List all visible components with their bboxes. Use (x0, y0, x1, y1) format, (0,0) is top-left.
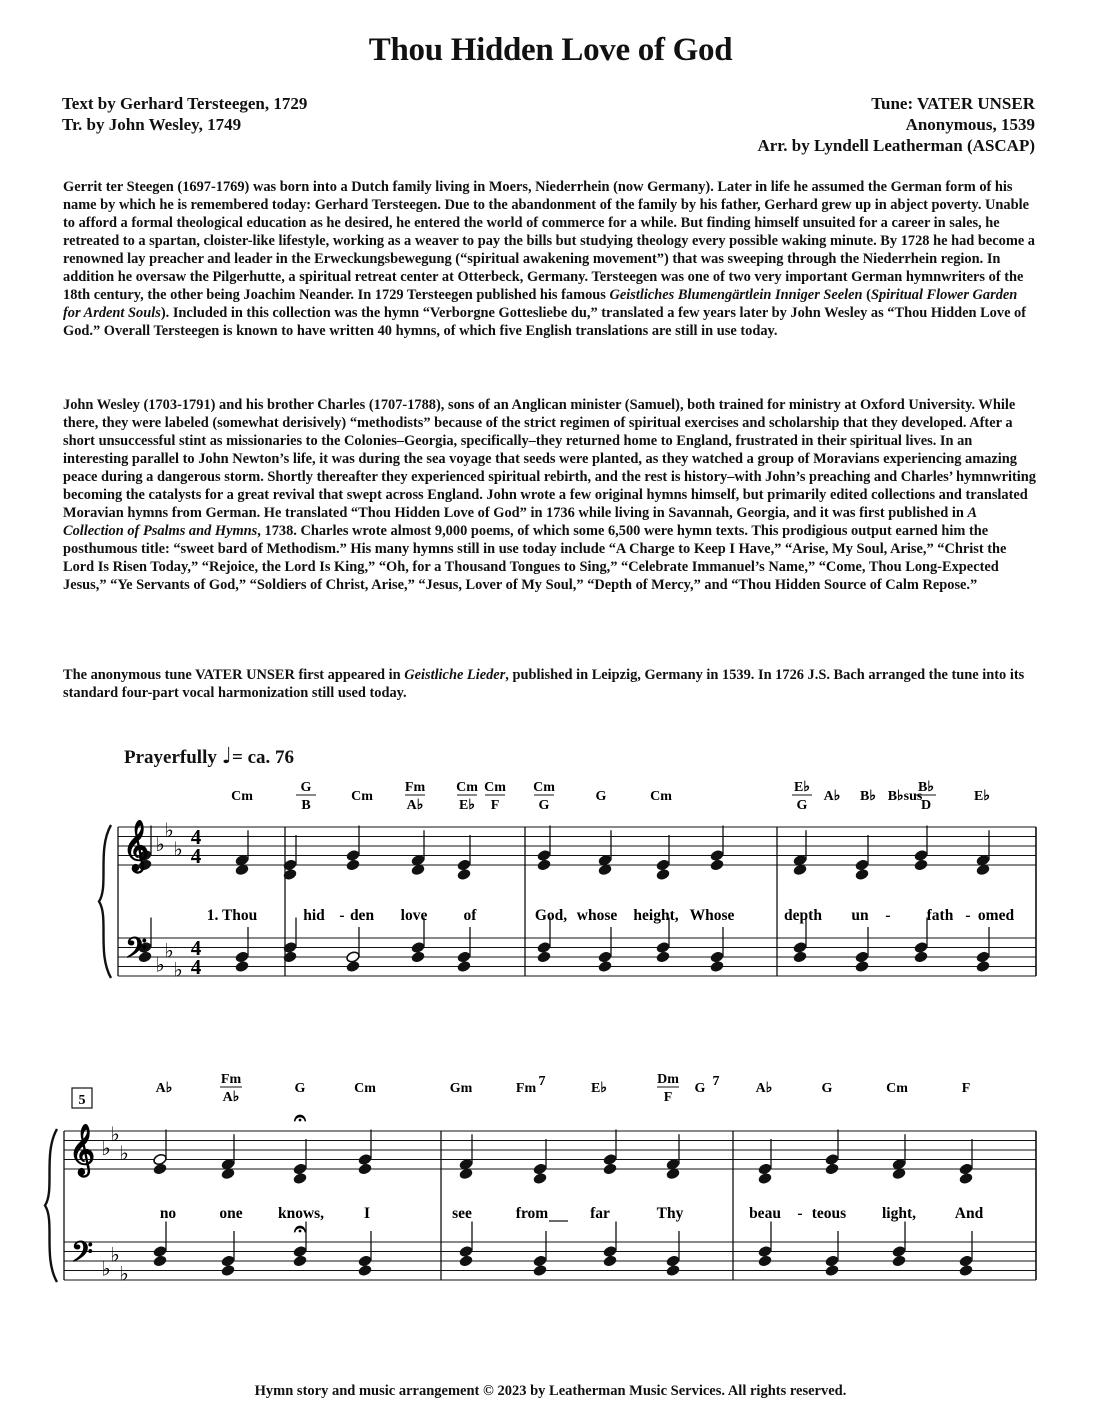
lyric-syllable: fath (926, 907, 954, 924)
chord-symbol: Cm (650, 789, 672, 804)
chord-symbol: G (821, 1081, 833, 1096)
flat-icon: ♭ (164, 817, 174, 842)
notehead (603, 1163, 618, 1176)
flat-icon: ♭ (110, 1121, 120, 1146)
notehead (358, 1264, 373, 1277)
chord-symbol: A♭ (823, 789, 841, 804)
chord-bass-note: B (301, 798, 311, 813)
notehead (892, 1255, 907, 1268)
notehead (411, 951, 426, 964)
notehead (959, 1264, 974, 1277)
brace (45, 1129, 57, 1282)
notehead (411, 941, 426, 954)
lyric-syllable: beau (749, 1205, 781, 1222)
flat-icon: ♭ (173, 836, 183, 861)
chord-extension: 7 (712, 1074, 720, 1089)
chord-bass-note: D (920, 798, 932, 813)
chord-bass-note: A♭ (222, 1090, 240, 1105)
chord-symbol: Cm (484, 780, 506, 795)
notehead (293, 1163, 308, 1176)
time-signature: 4 (190, 844, 202, 868)
lyric-syllable: teous (811, 1205, 847, 1222)
tempo-label: Prayerfully (124, 747, 217, 768)
lyric-syllable: hid (303, 907, 325, 924)
tempo-marking (124, 744, 294, 769)
page-title: Thou Hidden Love of God (368, 32, 733, 68)
chord-bass-note: F (490, 798, 500, 813)
bass-clef-icon: 𝄢 (71, 1236, 93, 1276)
notehead (855, 951, 870, 964)
lyric-syllable: no (159, 1205, 177, 1222)
flat-icon: ♭ (173, 957, 183, 982)
notehead (235, 960, 250, 973)
chord-extension: 7 (538, 1074, 546, 1089)
notehead (603, 1245, 618, 1258)
lyric-syllable: see (452, 1205, 472, 1222)
time-signature: 4 (190, 825, 202, 849)
notehead (533, 1163, 548, 1176)
notehead (758, 1245, 773, 1258)
lyric-syllable: And (954, 1205, 984, 1222)
notehead (459, 1255, 474, 1268)
chord-symbol: A♭ (155, 1081, 173, 1096)
notehead (825, 1163, 840, 1176)
notehead (976, 960, 991, 973)
notehead (537, 849, 552, 862)
chord-symbol: Cm (354, 1081, 376, 1096)
time-signature: 4 (190, 936, 202, 960)
chord-bass-note: F (663, 1090, 673, 1105)
lyric-syllable: - (339, 907, 345, 924)
lyric-syllable: den (349, 907, 375, 924)
notehead (153, 1153, 168, 1166)
lyric-syllable: God, (534, 907, 568, 924)
chord-symbol: A♭ (755, 1081, 773, 1096)
notehead (710, 859, 725, 872)
notehead (892, 1245, 907, 1258)
notehead (153, 1163, 168, 1176)
story-paragraph-tune: The anonymous tune VATER UNSER first appeared in Geistliche Lieder, published in Leipzig, Germany in 1539. In 1726 J.S. Bach arranged the tune into its standard four-part vocal harmonization still used today. (63, 667, 1025, 701)
notehead (346, 960, 361, 973)
notehead (221, 1264, 236, 1277)
lyric-syllable: height, (633, 907, 679, 924)
chord-symbol: G (595, 789, 607, 804)
time-signature: 4 (190, 955, 202, 979)
flat-icon: ♭ (155, 952, 165, 977)
treble-clef-icon: 𝄞 (122, 820, 150, 871)
chord-symbol: E♭ (794, 780, 810, 795)
chord-symbol: Cm (533, 780, 555, 795)
chord-symbol: G (294, 1081, 306, 1096)
notehead (855, 868, 870, 881)
notehead (656, 951, 671, 964)
lyric-syllable: Whose (689, 907, 735, 924)
chord-symbol: Fm (404, 780, 426, 795)
lyric-syllable: knows, (277, 1205, 325, 1222)
chord-symbol: Gm (449, 1081, 473, 1096)
copyright-footer: Hymn story and music arrangement © 2023 by Leatherman Music Services. All rights reserved. (254, 1383, 847, 1399)
notehead (346, 849, 361, 862)
chord-symbol: E♭ (974, 789, 990, 804)
notehead (533, 1172, 548, 1185)
notehead (793, 941, 808, 954)
flat-icon: ♭ (155, 832, 165, 856)
notehead (457, 951, 472, 964)
tune-credits (757, 93, 1035, 156)
notehead (855, 960, 870, 973)
notehead (537, 941, 552, 954)
notehead (758, 1172, 773, 1185)
flat-icon: ♭ (119, 1140, 129, 1165)
lyric-syllable: of (463, 907, 477, 924)
notehead (914, 951, 929, 964)
notehead (533, 1264, 548, 1277)
notehead (914, 859, 929, 872)
lyric-syllable: - (965, 907, 971, 924)
notehead (666, 1264, 681, 1277)
notehead (959, 1163, 974, 1176)
flat-icon: ♭ (101, 1256, 111, 1281)
notehead (656, 941, 671, 954)
notehead (346, 951, 361, 964)
lyric-syllable: whose (576, 907, 618, 924)
notehead (914, 849, 929, 862)
tune-composer: Anonymous, 1539 (905, 115, 1035, 134)
chord-symbol: G (300, 780, 312, 795)
translator: Tr. by John Wesley, 1749 (62, 115, 242, 134)
notehead (235, 951, 250, 964)
lyric-syllable: depth (784, 907, 822, 924)
notehead (710, 960, 725, 973)
notehead (358, 1163, 373, 1176)
notehead (221, 1255, 236, 1268)
bass-clef-icon: 𝄢 (125, 932, 147, 972)
notehead (358, 1153, 373, 1166)
notehead (293, 1255, 308, 1268)
lyric-syllable: omed (977, 907, 1015, 924)
chord-symbol: Cm (351, 789, 373, 804)
notehead (346, 859, 361, 872)
brace (99, 825, 111, 978)
notehead (153, 1255, 168, 1268)
notehead (976, 951, 991, 964)
notehead (457, 859, 472, 872)
text-credits (62, 93, 307, 135)
lyric-syllable: 1. Thou (206, 907, 258, 924)
notehead (603, 1153, 618, 1166)
lyric-syllable: one (219, 1205, 243, 1222)
notehead (793, 951, 808, 964)
notehead (914, 941, 929, 954)
quarter-note-icon: ♩ (221, 744, 232, 769)
text-author: Text by Gerhard Tersteegen, 1729 (62, 94, 308, 113)
lyric-syllable: light, (881, 1205, 917, 1222)
tempo-value: = ca. 76 (232, 747, 295, 768)
chord-symbol: B♭ (860, 789, 876, 804)
chord-bass-note: G (796, 798, 808, 813)
lyric-syllable: far (590, 1205, 610, 1222)
notehead (855, 859, 870, 872)
chord-symbol: F (961, 1081, 971, 1096)
notehead (666, 1255, 681, 1268)
notehead (533, 1255, 548, 1268)
chord-bass-note: E♭ (459, 798, 475, 813)
chord-symbol: Cm (231, 789, 253, 804)
arranger: Arr. by Lyndell Leatherman (ASCAP) (757, 136, 1035, 155)
lyric-syllable: un (851, 907, 869, 924)
notehead (293, 1245, 308, 1258)
notehead (825, 1153, 840, 1166)
notehead (758, 1255, 773, 1268)
chord-symbol: Dm (657, 1072, 679, 1087)
fermata-icon: 𝄐 (293, 1106, 307, 1131)
tune-name: Tune: VATER UNSER (871, 94, 1035, 113)
lyric-syllable: Thy (656, 1205, 684, 1222)
chord-symbol: Cm (456, 780, 478, 795)
notehead (825, 1255, 840, 1268)
notehead (537, 859, 552, 872)
notehead (603, 1255, 618, 1268)
lyric-syllable: - (885, 907, 891, 924)
notehead (710, 951, 725, 964)
fermata-icon: 𝄐 (293, 1217, 307, 1242)
flat-icon: ♭ (164, 938, 174, 963)
notehead (710, 849, 725, 862)
notehead (959, 1255, 974, 1268)
chord-symbol: Fm (515, 1081, 537, 1096)
story-paragraph-wesley: John Wesley (1703-1791) and his brother Charles (1707-1788), sons of an Anglican minister (Samuel), both trained for ministry at Oxford University. While there, they were labeled (somewhat derisively) “methodists” because of the strict regimen of spiritual exercises and scholarship that they developed. After a short unsuccessful stint as missionaries to the Colonies–Georgia, specifically–they returned home to England, frustrated in their spiritual lives. In an interesting parallel to John Newton’s life, it was during the sea voyage that seeds were planted, as they watched a group of Moravians experiencing amazing peace during a dangerous storm. Shortly thereafter they experienced spiritual rebirth, and the rest is history–with John’s preaching and Charles’ hymnwriting becoming the catalysts for a great revival that swept across England. John wrote a few original hymns himself, but primarily edited collections and translated Moravian hymns from German. He translated “Thou Hidden Love of God” in 1736 while living in Savannah, Georgia, and it was first published in A Collection of Psalms and Hymns, 1738. Charles wrote almost 9,000 poems, of which some 6,500 were hymn texts. This prodigious output earned him the posthumous title: “sweet bard of Methodism.” His many hymns still in use today include “A Charge to Keep I Have,” “Arise, My Soul, Arise,” “Christ the Lord Is Risen Today,” “Rejoice, the Lord Is King,” “Oh, for a Thousand Tongues to Sing,” “Celebrate Immanuel’s Name,” “Come, Thou Long-Expected Jesus,” “Ye Servants of God,” “Soldiers of Christ, Arise,” “Jesus, Lover of My Soul,” “Depth of Mercy,” and “Thou Hidden Source of Calm Repose.” (63, 397, 1036, 593)
notehead (153, 1245, 168, 1258)
lyric-syllable: love (400, 907, 428, 924)
lyric-syllable: I (363, 1205, 371, 1222)
chord-symbol: B♭sus (887, 789, 923, 804)
chord-symbol: Fm (220, 1072, 242, 1087)
notehead (293, 1172, 308, 1185)
notehead (656, 859, 671, 872)
flat-icon: ♭ (119, 1261, 129, 1286)
notehead (358, 1255, 373, 1268)
measure-number: 5 (78, 1093, 86, 1108)
notehead (758, 1163, 773, 1176)
chord-bass-note: G (538, 798, 550, 813)
notehead (537, 951, 552, 964)
notehead (825, 1264, 840, 1277)
notehead (457, 960, 472, 973)
notehead (959, 1172, 974, 1185)
chord-symbol: G (694, 1081, 706, 1096)
notehead (457, 868, 472, 881)
chord-symbol: B♭ (918, 780, 934, 795)
chord-symbol: Cm (886, 1081, 908, 1096)
story-paragraph-tersteegen: Gerrit ter Steegen (1697-1769) was born into a Dutch family living in Moers, Niederrhein (now Germany). Later in life he assumed the German form of his name by which he is remembered today: Gerhard Tersteegen. Due to the abandonment of the family by his father, Gerhard grew up in abject poverty. Unable to afford a formal theological education as he desired, he entered the world of commerce for a while. But finding himself unsuited for a career in sales, he retreated to a spartan, cloister-like lifestyle, working as a weaver to pay the bills but studying theology every possible waking minute. By 1728 he had become a renowned lay preacher and leader in the Erweckungsbewegung (“spiritual awakening movement”) that was sweeping through the Niederrhein region. In addition he oversaw the Pilgerhutte, a spiritual retreat center at Otterbeck, Germany. Tersteegen was one of two very important German hymnwriters of the 18th century, the other being Joachim Neander. In 1729 Tersteegen published his famous Geistliches Blumengärtlein Inniger Seelen (Spiritual Flower Garden for Ardent Souls). Included in this collection was the hymn “Verborgne Gottesliebe du,” translated a few years later by John Wesley as “Thou Hidden Love of God.” Overall Tersteegen is known to have written 40 hymns, of which five English translations are still in use today. (63, 179, 1036, 339)
lyric-syllable: - (797, 1205, 803, 1222)
notehead (656, 868, 671, 881)
chord-bass-note: A♭ (406, 798, 424, 813)
notehead (598, 951, 613, 964)
chord-symbol: E♭ (591, 1081, 607, 1096)
treble-clef-icon: 𝄞 (68, 1124, 96, 1175)
flat-icon: ♭ (101, 1136, 111, 1160)
notehead (459, 1245, 474, 1258)
lyric-syllable: from (515, 1205, 549, 1222)
sheet-music (0, 770, 1101, 1330)
notehead (598, 960, 613, 973)
flat-icon: ♭ (110, 1242, 120, 1267)
